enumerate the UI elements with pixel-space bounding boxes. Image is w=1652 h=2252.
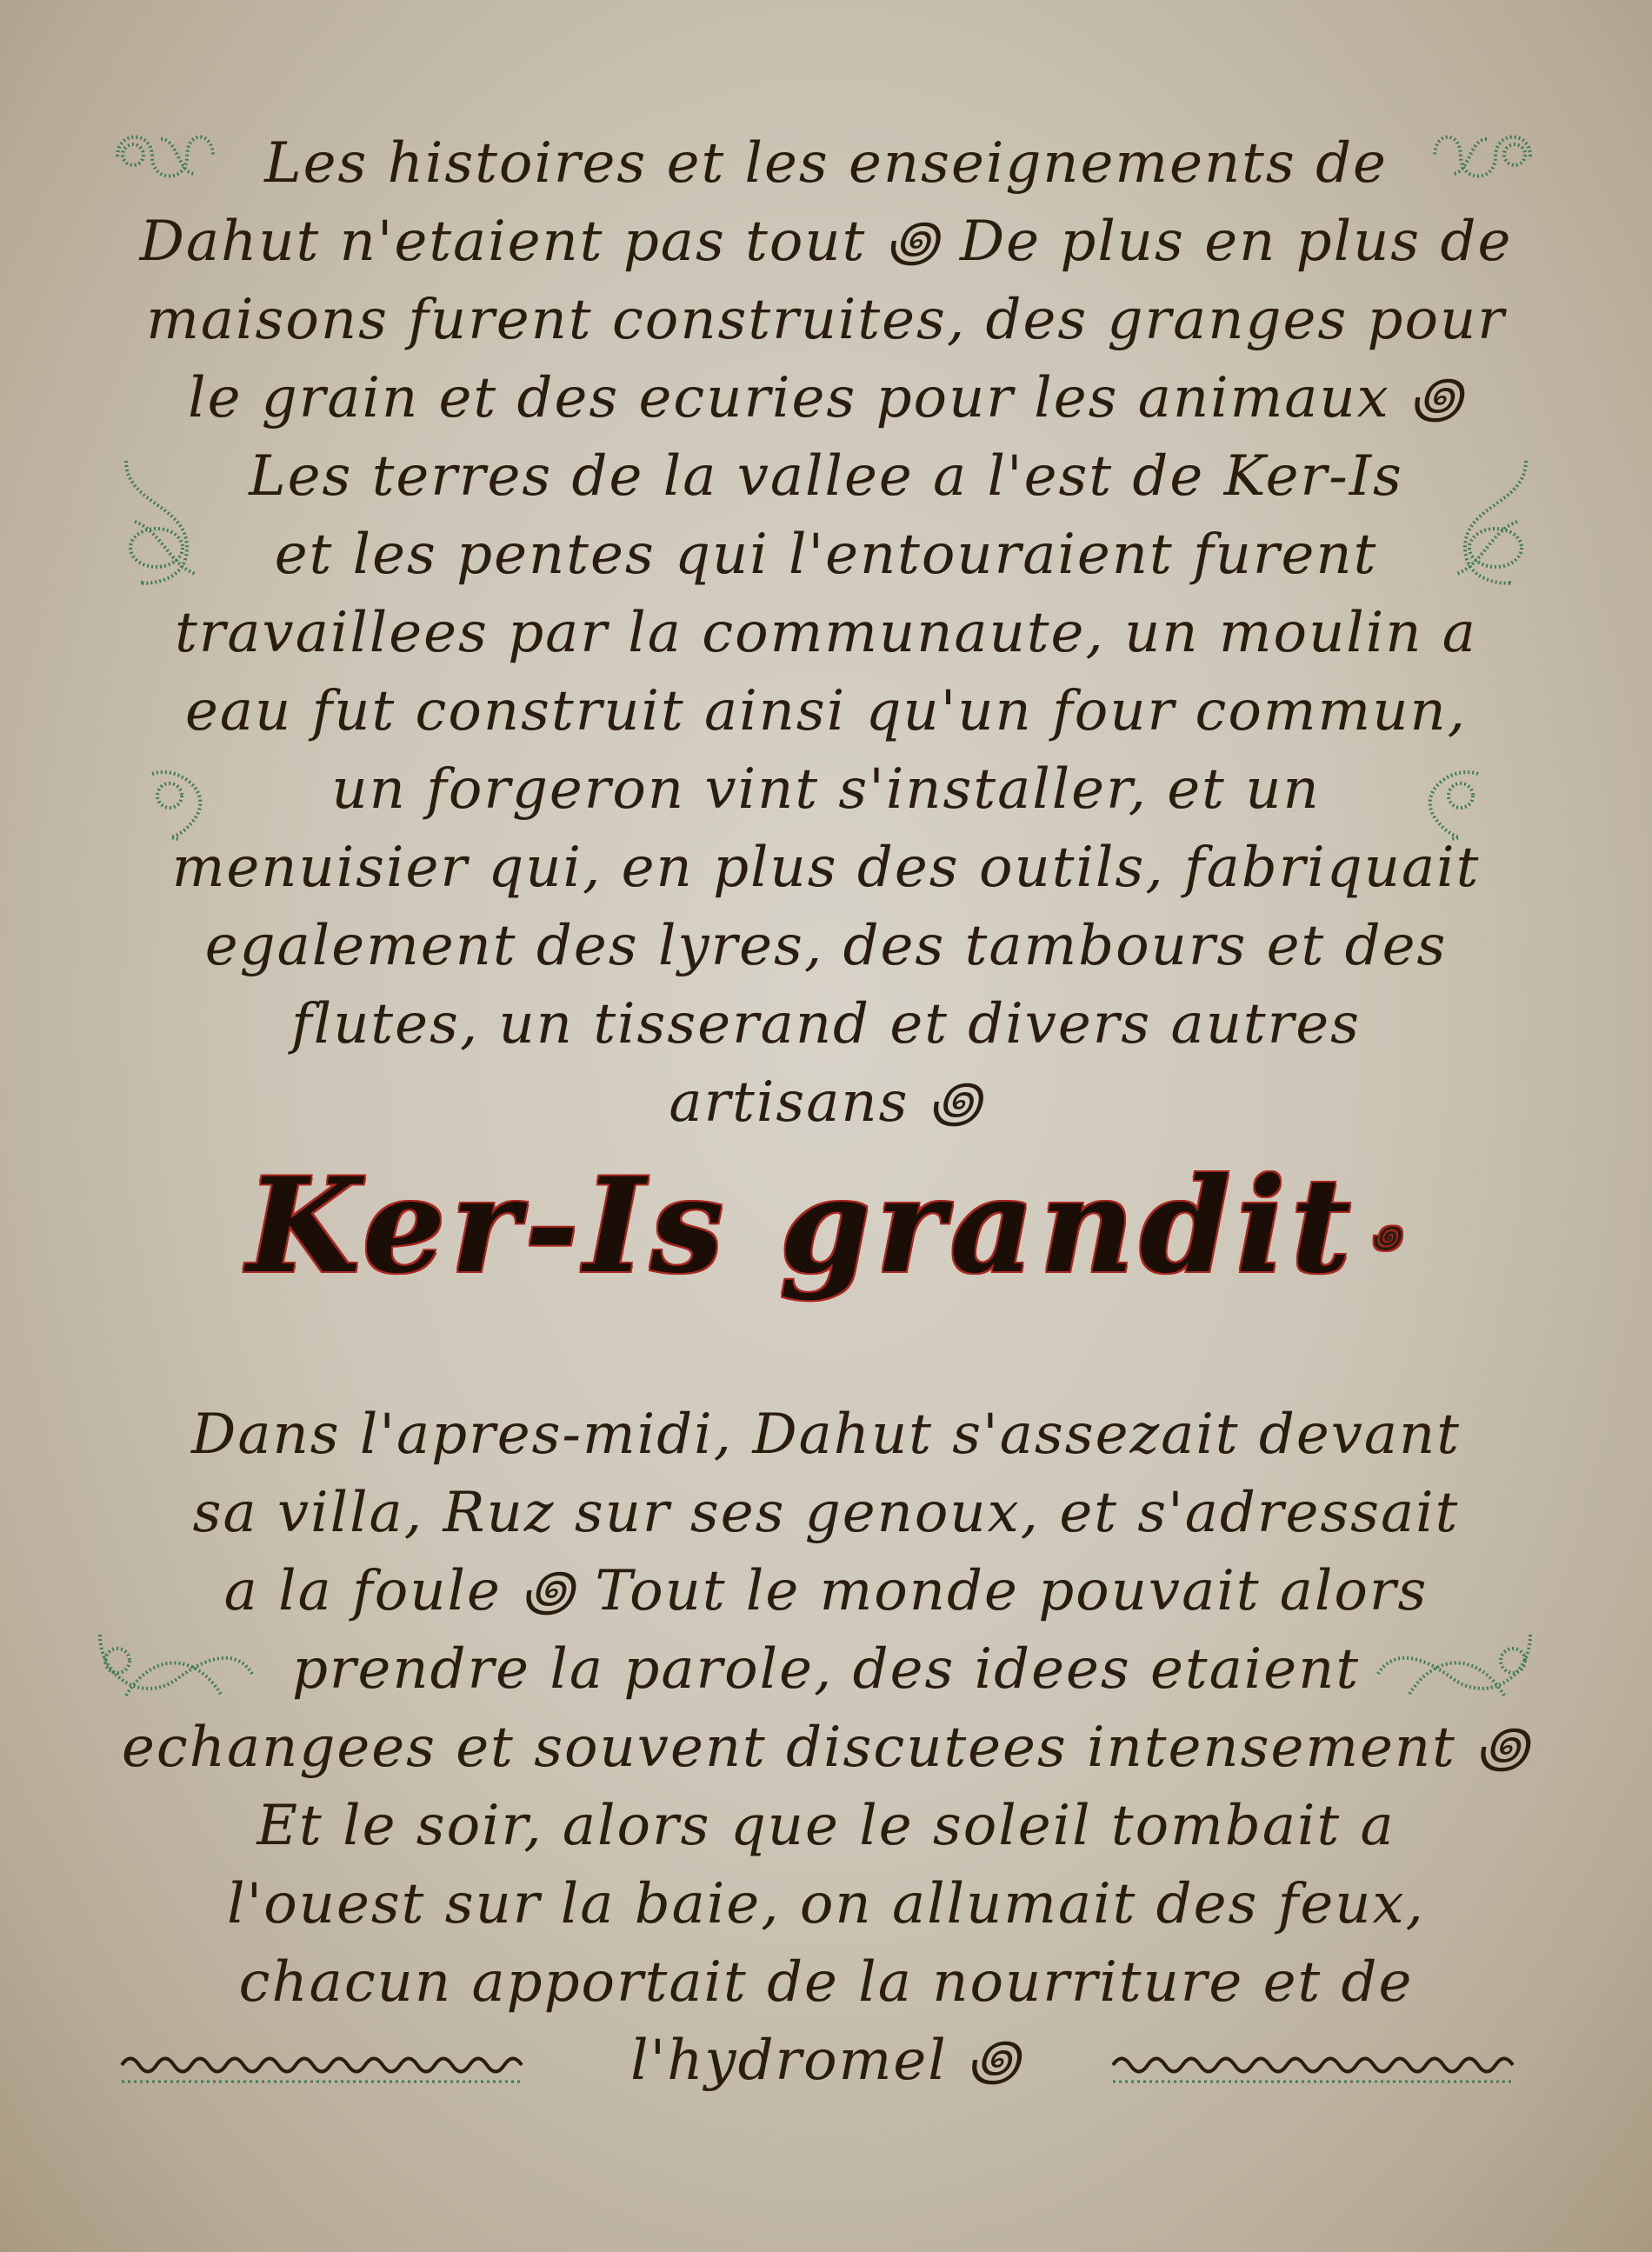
spiral-border-icon xyxy=(1104,2043,1522,2087)
text-line-22: l'hydromel ꩜ xyxy=(630,2029,1022,2093)
text-line-13: artisans ꩜ xyxy=(669,1070,983,1135)
text-line-20: l'ouest sur la baie, on allumait des feux, xyxy=(227,1872,1425,1936)
text-line-11: egalement des lyres, des tambours et des xyxy=(204,914,1448,978)
celtic-knot-icon xyxy=(91,1626,256,1713)
spiral-border-icon xyxy=(113,2043,530,2087)
text-line-2: Dahut n'etaient pas tout ꩜ De plus en plus de xyxy=(139,210,1513,274)
text-line-4: le grain et des ecuries pour les animaux ꩜ xyxy=(188,366,1464,430)
text-line-1: Les histoires et les enseignements de xyxy=(264,131,1388,196)
chapter-heading xyxy=(0,1148,1652,1316)
text-line-6: et les pentes qui l'entouraient furent xyxy=(274,523,1378,587)
text-line-3: maisons furent construites, des granges pour xyxy=(146,288,1506,352)
text-line-17: prendre la parole, des idees etaient xyxy=(291,1637,1361,1702)
text-line-12: flutes, un tisserand et divers autres xyxy=(291,992,1361,1056)
text-line-5: Les terres de la vallee a l'est de Ker-Is xyxy=(249,444,1403,509)
text-line-19: Et le soir, alors que le soleil tombait a xyxy=(256,1794,1396,1858)
text-line-18: echangees et souvent discutees intensement ꩜ xyxy=(122,1716,1530,1780)
celtic-knot-icon xyxy=(1374,1626,1539,1713)
text-line-21: chacun apportait de la nourriture et de xyxy=(238,1950,1414,2015)
text-line-7: travaillees par la communaute, un moulin a xyxy=(175,601,1477,665)
text-line-14: Dans l'apres-midi, Dahut s'assezait devant xyxy=(191,1403,1461,1467)
celtic-knot-icon xyxy=(1426,122,1539,191)
celtic-knot-icon xyxy=(109,452,204,591)
text-line-16: a la foule ꩜ Tout le monde pouvait alors xyxy=(223,1559,1429,1623)
triskele-icon: ꩜ xyxy=(1371,1220,1406,1256)
text-line-8: eau fut construit ainsi qu'un four commun, xyxy=(184,679,1468,743)
celtic-knot-icon xyxy=(109,122,222,191)
celtic-knot-icon xyxy=(1409,756,1487,843)
text-line-15: sa villa, Ruz sur ses genoux, et s'adressait xyxy=(192,1481,1460,1545)
chapter-heading-text: Ker-Is grandit xyxy=(246,1149,1356,1303)
text-line-10: menuisier qui, en plus des outils, fabriquait xyxy=(171,836,1481,900)
celtic-knot-icon xyxy=(1448,452,1543,591)
celtic-knot-icon xyxy=(143,756,222,843)
text-line-9: un forgeron vint s'installer, et un xyxy=(331,757,1321,822)
